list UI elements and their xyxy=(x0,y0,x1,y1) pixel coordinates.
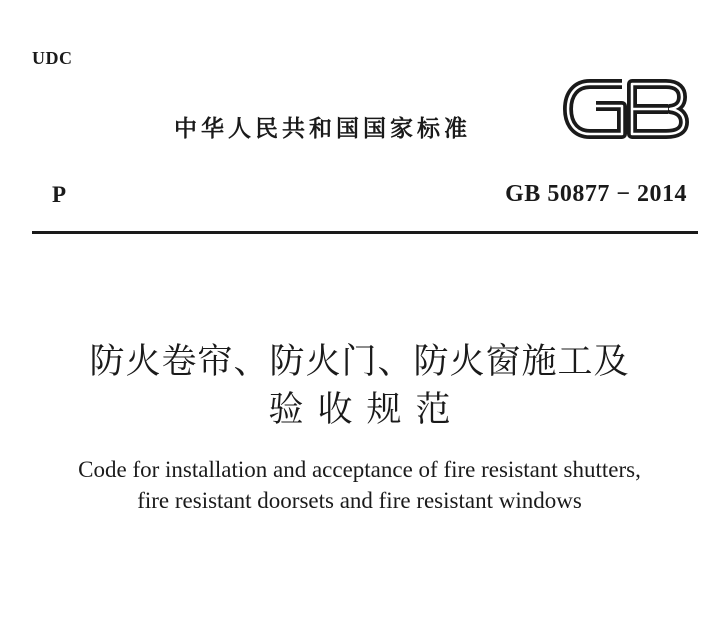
udc-label: UDC xyxy=(32,48,73,68)
english-title-line-2: fire resistant doorsets and fire resistant windows xyxy=(137,488,582,513)
gb-logo-text: GB xyxy=(560,72,562,73)
issuer-title: 中华人民共和国国家标准 xyxy=(174,116,471,142)
gb-logo xyxy=(560,72,690,146)
header-divider xyxy=(32,231,698,234)
classification-letter: P xyxy=(52,182,67,207)
english-title-line-1: Code for installation and acceptance of fire resistant shutters, xyxy=(78,457,641,482)
chinese-title-line-1: 防火卷帘、防火门、防火窗施工及 xyxy=(89,342,630,382)
standard-number: GB 50877 − 2014 xyxy=(505,181,687,207)
chinese-title-line-2: 验收规范 xyxy=(268,390,465,430)
